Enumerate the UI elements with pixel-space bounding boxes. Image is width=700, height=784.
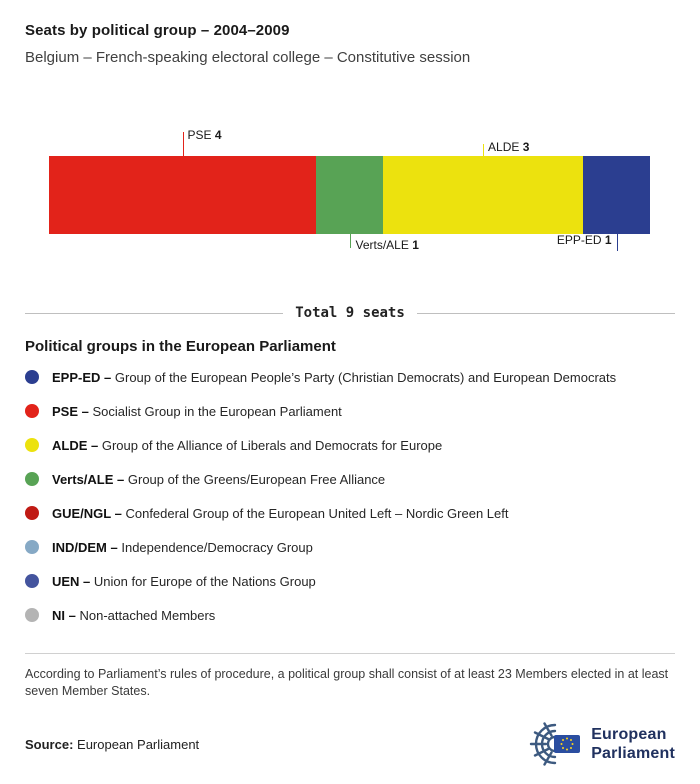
ep-logo-text (591, 726, 675, 763)
source (25, 737, 199, 752)
legend-dot-0 (25, 370, 39, 384)
footnote: According to Parliament’s rules of procedure, a political group shall consist of at least 23 Members elected in at least seven Member States. (25, 667, 669, 698)
callout-line (350, 234, 351, 248)
legend-desc: Confederal Group of the European United Left – Nordic Green Left (125, 505, 509, 521)
legend-item-uen (25, 571, 675, 591)
legend-abbr: PSE – (52, 403, 89, 419)
legend-list (25, 367, 675, 625)
legend-label (52, 608, 215, 623)
legend-dot-5 (25, 540, 39, 554)
source-value: European Parliament (77, 737, 200, 753)
legend-heading: Political groups in the European Parliament (25, 338, 336, 355)
legend-label (52, 506, 508, 521)
ep-logo-text-line1: European (591, 726, 667, 744)
legend-item-pse (25, 401, 675, 421)
bar-label-epp-ed: EPP-ED 1 (556, 233, 612, 247)
legend-abbr: NI – (52, 607, 76, 623)
legend-dot-6 (25, 574, 39, 588)
ep-logo-mark (524, 722, 582, 768)
legend-dot-4 (25, 506, 39, 520)
bar-segment-epp-ed (583, 156, 650, 234)
legend-desc: Non-attached Members (79, 607, 216, 623)
total-seats-row (25, 302, 675, 324)
legend-item-verts-ale (25, 469, 675, 489)
legend-desc: Socialist Group in the European Parliament (92, 403, 342, 419)
legend-desc: Group of the Greens/European Free Alliance (127, 471, 386, 487)
legend-desc: Group of the Alliance of Liberals and Democrats for Europe (101, 437, 443, 453)
bottom-row (25, 722, 675, 768)
legend-dot-7 (25, 608, 39, 622)
legend-abbr: IND/DEM – (52, 539, 118, 555)
bar-segment-alde (383, 156, 583, 234)
bar-segment-pse (49, 156, 316, 234)
bar-label-pse: PSE 4 (187, 128, 222, 142)
total-rule-left (25, 313, 283, 314)
legend-abbr: ALDE – (52, 437, 99, 453)
total-seats-label: Total 9 seats (295, 305, 405, 321)
legend-label (52, 540, 313, 555)
bar-segment-verts-ale (316, 156, 383, 234)
legend-item-ind-dem (25, 537, 675, 557)
legend-item-gue-ngl (25, 503, 675, 523)
legend-abbr: UEN – (52, 573, 91, 589)
legend-label (52, 574, 316, 589)
legend-label (52, 404, 342, 419)
total-rule-right (417, 313, 675, 314)
legend-desc: Independence/Democracy Group (121, 539, 313, 555)
legend-desc: Union for Europe of the Nations Group (93, 573, 316, 589)
legend-dot-3 (25, 472, 39, 486)
callout-line (483, 144, 484, 156)
seats-bar-chart (25, 128, 675, 252)
ep-logo-text-line2: Parliament (591, 744, 675, 762)
chart-subtitle: Belgium – French-speaking electoral college – Constitutive session (25, 49, 471, 66)
legend-abbr: Verts/ALE – (52, 471, 125, 487)
legend-desc: Group of the European People’s Party (Christian Democrats) and European Democrats (114, 369, 617, 385)
bar-label-alde: ALDE 3 (488, 140, 530, 154)
legend-label (52, 472, 385, 487)
legend-item-ni (25, 605, 675, 625)
chart-title: Seats by political group – 2004–2009 (25, 22, 290, 39)
legend-label (52, 438, 442, 453)
legend-dot-2 (25, 438, 39, 452)
stacked-bar (49, 128, 650, 252)
divider (25, 653, 675, 654)
bar-label-verts-ale: Verts/ALE 1 (355, 238, 419, 252)
callout-line (617, 234, 618, 251)
legend-abbr: GUE/NGL – (52, 505, 122, 521)
callout-line (183, 132, 184, 156)
legend-abbr: EPP-ED – (52, 369, 112, 385)
ep-logo (524, 722, 675, 768)
source-label: Source: (25, 737, 74, 753)
legend-dot-1 (25, 404, 39, 418)
legend-label (52, 370, 616, 385)
legend-item-epp-ed (25, 367, 675, 387)
legend-item-alde (25, 435, 675, 455)
